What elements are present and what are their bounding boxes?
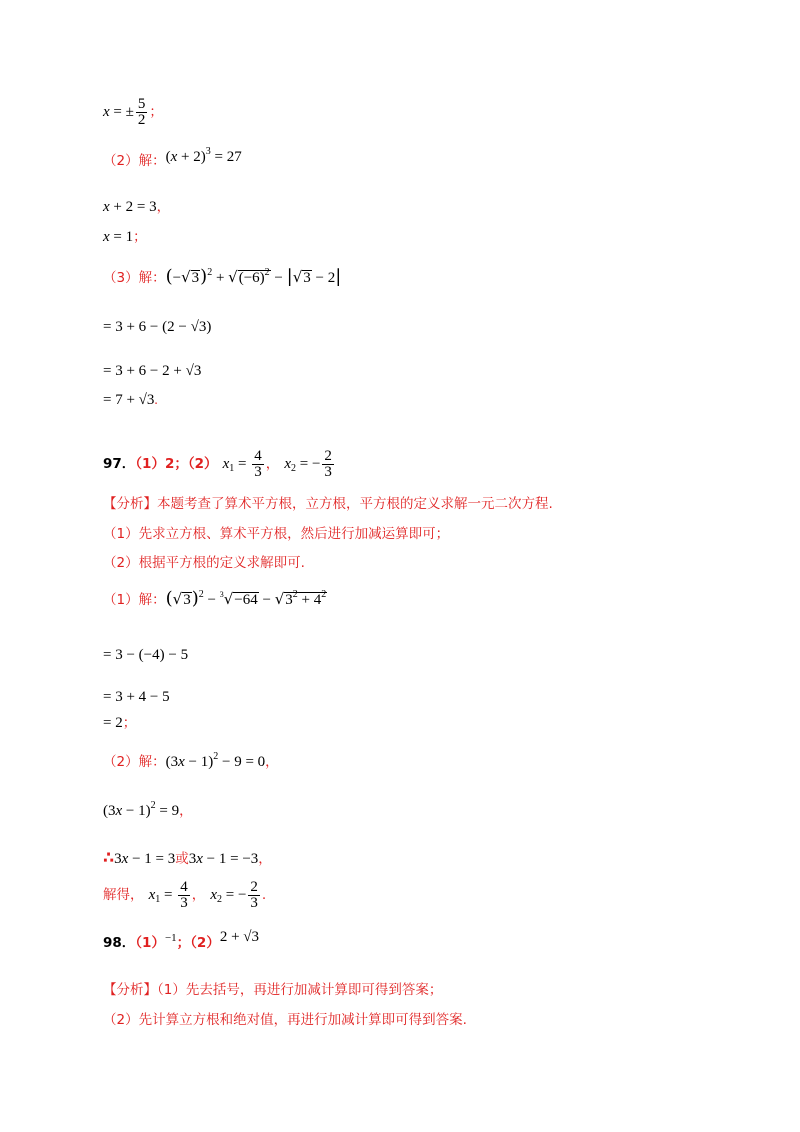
solution-97-line1: （1）解：$(√3)^2 - ^3√-64 - √3^2 + 4^2$ xyxy=(103,588,327,609)
solution-97-line7: ∴3x − 1 = 3或3x − 1 = −3， xyxy=(103,848,272,867)
solution-line-2: （2）解：$(x + 2)^3 = 27$ xyxy=(103,146,242,169)
analysis-98: 【分析】（1）先去括号，再进行加减计算即可得到答案； xyxy=(103,982,443,998)
solution-line-5: （3）解：$(-√3)^2 + √(-6)^2 - |√3 - 2|$ xyxy=(103,266,342,287)
fraction: $\frac{5}{2}$ xyxy=(137,96,146,128)
solution-97-line5: （2）解：$(3x - 1)^2 - 9 = 0$， xyxy=(103,751,279,770)
solution-97-line2: = 3 − (−4) − 5 xyxy=(103,647,189,663)
question-98-answer: 98．$(1)^{-1}$；（2）2 + √3 xyxy=(103,929,260,951)
solution-line-7: = 3 + 6 − 2 + √3 xyxy=(103,363,202,379)
analysis-97-step2: （2）根据平方根的定义求解即可. xyxy=(103,555,305,571)
analysis-97-step1: （1）先求立方根、算术平方根，然后进行加减运算即可； xyxy=(103,526,450,542)
solution-line-x-pm: x = ± $\frac{5}{2}$ ； xyxy=(103,96,163,128)
solution-line-8: = 7 + √3. xyxy=(103,392,158,408)
solution-line-6: = 3 + 6 − (2 − √3) xyxy=(103,319,212,335)
solution-97-line4: = 2； xyxy=(103,715,137,731)
solution-97-line8: 解得， $x_1$ = $\frac{4}{3}$ ， $x_2$ = − $\frac{2}{3}$ . xyxy=(103,879,267,911)
analysis-98-step2: （2）先计算立方根和绝对值，再进行加减计算即可得到答案. xyxy=(103,1012,467,1028)
analysis-97: 【分析】本题考查了算术平方根，立方根，平方根的定义求解一元二次方程. xyxy=(103,496,553,512)
solution-line-4: x = 1； xyxy=(103,229,147,245)
solution-97-line6: $(3x - 1)^2 = 9$， xyxy=(103,800,193,819)
solution-97-line3: = 3 + 4 − 5 xyxy=(103,689,170,705)
solution-line-3: x + 2 = 3， xyxy=(103,199,171,215)
question-97-answer: 97．（1）2；（2） $x_1$ = $\frac{4}{3}$ ， $x_2$ = − $\frac{2}{3}$ xyxy=(103,448,332,480)
